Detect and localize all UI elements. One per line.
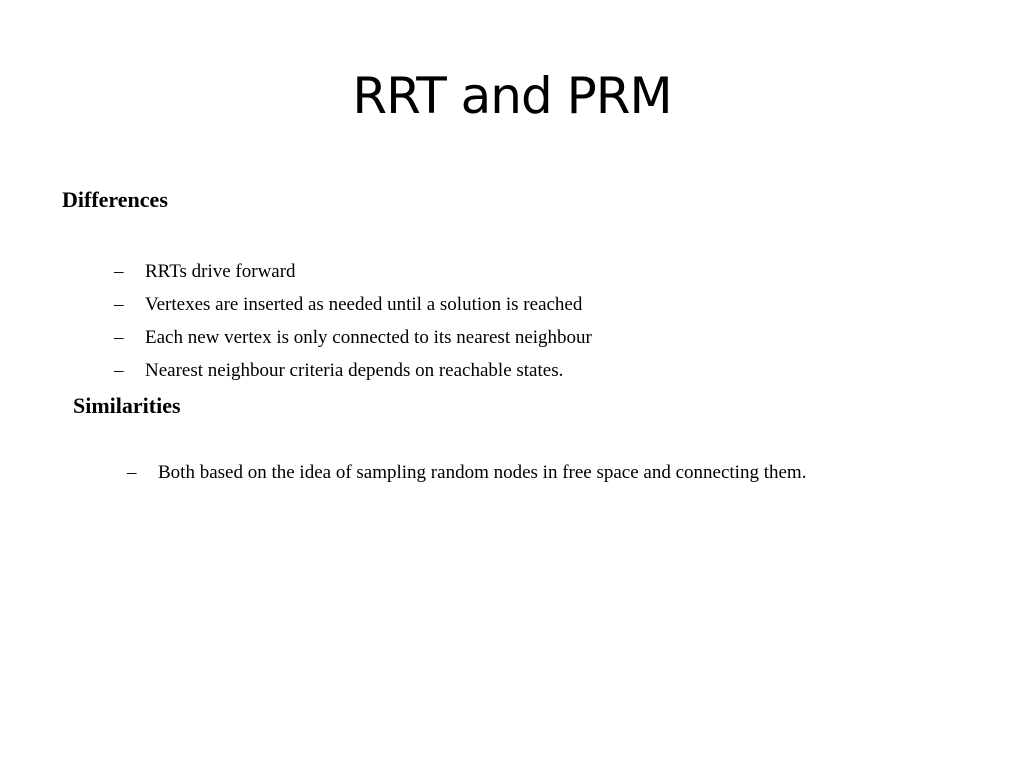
list-item — [114, 357, 592, 390]
slide-title: RRT and PRM — [352, 67, 672, 125]
list-item — [114, 324, 592, 357]
list-item — [114, 258, 592, 291]
bullet-dash: – — [114, 294, 124, 315]
bullet-dash: – — [114, 261, 124, 282]
differences-list — [114, 258, 592, 390]
list-item — [127, 459, 806, 492]
list-item-text: Each new vertex is only connected to its nearest neighbour — [145, 327, 592, 348]
differences-heading: Differences — [62, 187, 168, 212]
list-item-text: Vertexes are inserted as needed until a solution is reached — [145, 294, 583, 315]
list-item-text: RRTs drive forward — [145, 261, 296, 282]
list-item-text: Both based on the idea of sampling random nodes in free space and connecting them. — [158, 462, 807, 483]
bullet-dash: – — [127, 462, 137, 483]
bullet-dash: – — [114, 327, 124, 348]
similarities-heading: Similarities — [73, 393, 181, 418]
list-item — [114, 291, 592, 324]
list-item-text: Nearest neighbour criteria depends on reachable states. — [145, 360, 564, 381]
similarities-list — [127, 459, 806, 492]
bullet-dash: – — [114, 360, 124, 381]
